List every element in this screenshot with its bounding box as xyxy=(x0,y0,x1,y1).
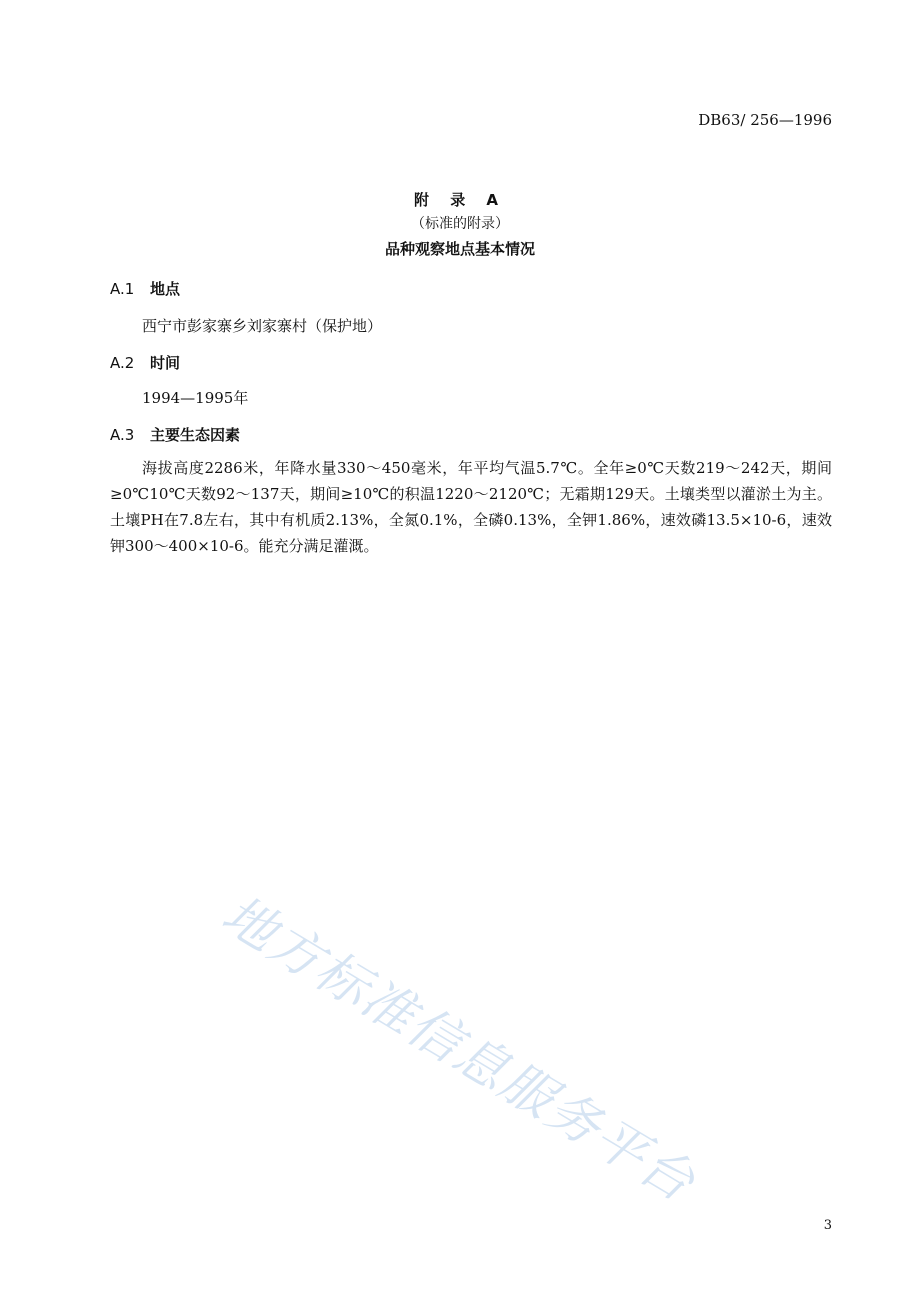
section-a3-body: 海拔高度2286米，年降水量330～450毫米，年平均气温5.7℃。全年≥0℃天数219～242天，期间≥0℃10℃天数92～137天，期间≥10℃的积温1220～2120℃；无霜期129天。土壤类型以灌淤土为主。土壤PH在7.8左右，其中有机质2.13%，全氮0.1%，全磷0.13%，全钾1.86%，速效磷13.5×10-6，速效钾300～400×10-6。能充分满足灌溉。 xyxy=(110,459,832,555)
section-number: A.2 xyxy=(110,354,135,372)
section-a1-body: 西宁市彭家寨乡刘家寨村（保护地） xyxy=(142,317,383,335)
section-a1-heading xyxy=(110,278,180,299)
section-number: A.1 xyxy=(110,280,135,298)
section-number: A.3 xyxy=(110,426,135,444)
watermark: 地方标准信息服务平台 xyxy=(211,884,706,1215)
appendix-title: 附 录 A xyxy=(413,191,507,209)
appendix-heading: 品种观察地点基本情况 xyxy=(384,240,535,258)
section-a2-heading xyxy=(110,352,180,373)
section-title: 地点 xyxy=(150,280,181,298)
section-title: 时间 xyxy=(150,354,181,372)
section-title: 主要生态因素 xyxy=(150,426,241,444)
document-code: DB63/ 256—1996 xyxy=(698,111,832,129)
appendix-subtitle: （标准的附录） xyxy=(411,216,509,232)
section-a3-heading xyxy=(110,424,240,445)
section-a2-body: 1994—1995年 xyxy=(142,389,249,407)
page-number: 3 xyxy=(823,1218,832,1233)
